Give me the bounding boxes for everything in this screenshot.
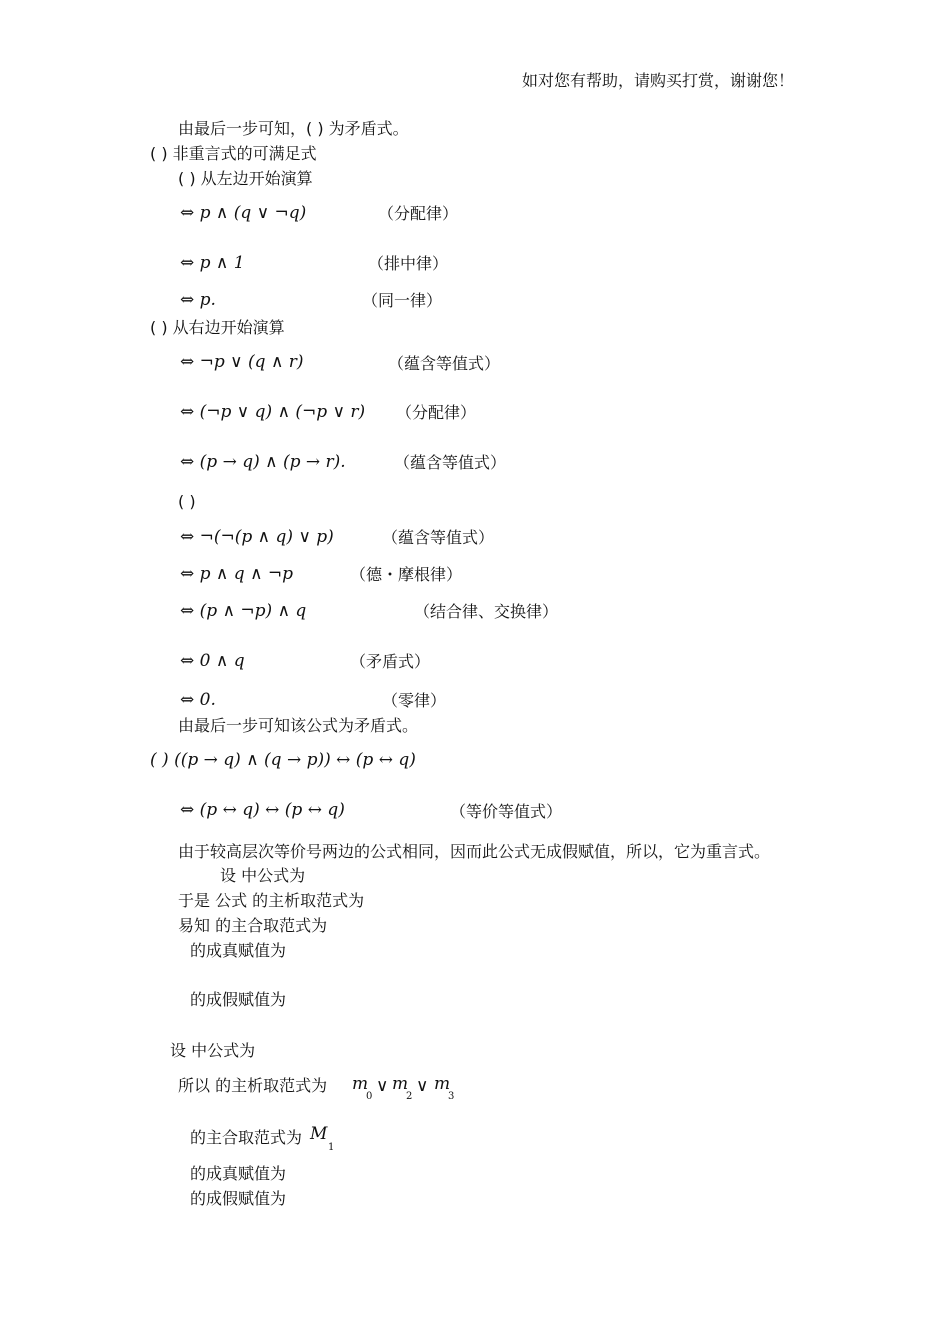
formula-step-5-law: （分配律） [396,403,477,422]
cnf-subscript-1: 1 [328,1142,335,1153]
dnf-subscript-2: 2 [406,1091,413,1102]
formula-step-2-law: （排中律） [368,254,449,273]
formula-step-3-law: （同一律） [362,291,443,310]
dnf-statement: 于是 公式 的主析取范式为 [178,891,365,910]
conclusion-line-1: 由最后一步可知，( ) 为矛盾式。 [178,119,409,138]
setup-line-2: 设 中公式为 [170,1041,256,1060]
formula-step-12-law: （等价等值式） [450,802,563,821]
false-assignments-line: 的成假赋值为 [190,990,287,1009]
cnf-statement-2: 的主合取范式为 [190,1128,303,1147]
dnf-minterm-m0: m [352,1074,369,1094]
item-heading-right-derivation: ( ) 从右边开始演算 [150,318,285,337]
formula-step-7-law: （蕴含等值式） [382,528,495,547]
formula-step-10: ⇔ 0 ∧ q [180,651,245,671]
formula-step-4-law: （蕴含等值式） [388,354,501,373]
conclusion-line-2: 由最后一步可知该公式为矛盾式。 [178,716,419,735]
item-heading-contradiction: ( ) [178,492,196,511]
conclusion-line-3: 由于较高层次等价号两边的公式相同，因而此公式无成假赋值，所以，它为重言式。 [178,842,771,861]
formula-step-11: ⇔ 0. [180,690,216,710]
item-heading-left-derivation: ( ) 从左边开始演算 [178,169,313,188]
dnf-subscript-0: 0 [366,1091,373,1102]
header-notice: 如对您有帮助，请购买打赏，谢谢您！ [522,71,795,90]
cnf-statement: 易知 的主合取范式为 [178,916,328,935]
formula-step-7: ⇔ ¬(¬(p ∧ q) ∨ p) [180,527,334,547]
dnf-minterm-m2: m [392,1074,409,1094]
dnf-minterm-m3: m [434,1074,451,1094]
true-assignments-line-2: 的成真赋值为 [190,1164,287,1183]
setup-line-1: 设 中公式为 [220,866,306,885]
formula-step-8-law: （德・摩根律） [350,565,463,584]
formula-step-1: ⇔ p ∧ (q ∨ ¬q) [180,203,307,223]
formula-step-12: ⇔ (p ↔ q) ↔ (p ↔ q) [180,800,345,820]
dnf-or-2: ∨ [416,1076,429,1096]
formula-step-3: ⇔ p. [180,290,216,310]
dnf-statement-2: 所以 的主析取范式为 [178,1076,328,1095]
formula-step-9-law: （结合律、交换律） [414,602,559,621]
formula-step-4: ⇔ ¬p ∨ (q ∧ r) [180,352,304,372]
formula-step-8: ⇔ p ∧ q ∧ ¬p [180,564,294,584]
formula-step-5: ⇔ (¬p ∨ q) ∧ (¬p ∨ r) [180,402,366,422]
true-assignments-line: 的成真赋值为 [190,941,287,960]
false-assignments-line-2: 的成假赋值为 [190,1189,287,1208]
formula-step-9: ⇔ (p ∧ ¬p) ∧ q [180,601,307,621]
formula-step-1-law: （分配律） [378,204,459,223]
formula-step-6: ⇔ (p → q) ∧ (p → r). [180,452,346,472]
formula-step-2: ⇔ p ∧ 1 [180,253,245,273]
item-heading-satisfiable: ( ) 非重言式的可满足式 [150,144,317,163]
dnf-subscript-3: 3 [448,1091,455,1102]
dnf-or-1: ∨ [376,1076,389,1096]
formula-step-10-law: （矛盾式） [350,652,431,671]
cnf-maxterm-M: M [310,1124,328,1144]
formula-step-11-law: （零律） [382,691,447,710]
formula-step-6-law: （蕴含等值式） [394,453,507,472]
item-formula-equivalence: ( ) ((p → q) ∧ (q → p)) ↔ (p ↔ q) [150,750,416,770]
